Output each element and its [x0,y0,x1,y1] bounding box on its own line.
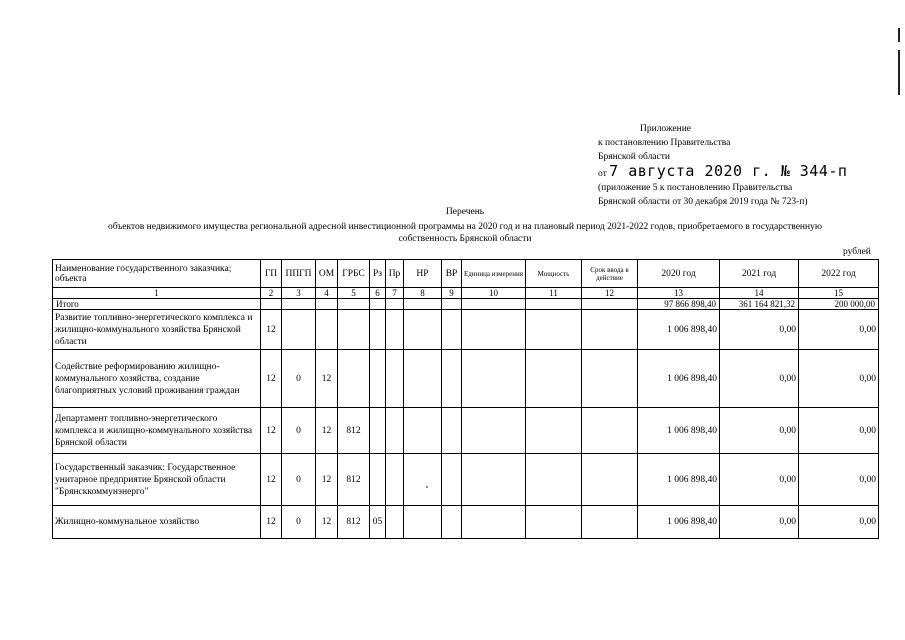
table-cell [404,454,442,506]
row-2021: 0,00 [720,408,799,454]
row-2020: 1 006 898,40 [638,454,720,506]
list-subtitle: объектов недвижимого имущества региональной адресной инвестиционной программы на 2020 год и на плановый период 2021-2022 годов, приобретаемого в государственную [108,222,822,232]
table-row [53,350,879,408]
total-label: Итого [53,299,261,310]
table-cell [526,506,582,539]
appendix-line: к постановлению Правительства [598,138,731,148]
column-header: ВР [442,260,462,288]
table-cell [462,454,526,506]
column-number: 13 [638,288,720,299]
total-row [53,299,879,310]
row-pr [386,310,404,350]
table-row [53,454,879,506]
total-2022: 200 000,00 [799,299,879,310]
column-header: Рз [370,260,386,288]
row-2022: 0,00 [799,506,879,539]
row-grbs: 812 [338,408,370,454]
table-cell [404,408,442,454]
row-gp: 12 [261,350,282,408]
table-cell [582,350,638,408]
table-cell [404,350,442,408]
row-2021: 0,00 [720,350,799,408]
table-cell [404,310,442,350]
row-ppgp [282,310,316,350]
row-rz [370,310,386,350]
row-om: 12 [316,506,338,539]
row-gp: 12 [261,310,282,350]
scan-edge-mark [898,50,900,95]
row-om: 12 [316,350,338,408]
table-cell [462,299,526,310]
table-cell [442,299,462,310]
column-number: 3 [282,288,316,299]
table-cell [442,310,462,350]
table-cell [462,506,526,539]
table-cell [404,506,442,539]
column-number: 5 [338,288,370,299]
list-heading: Перечень [445,207,485,217]
row-2022: 0,00 [799,408,879,454]
table-header-row [53,260,879,288]
table-cell [526,310,582,350]
unit-label: рублей [843,247,871,257]
column-number: 9 [442,288,462,299]
column-number: 4 [316,288,338,299]
column-header: Срок ввода в действие [582,260,638,288]
appendix-line: Брянской области [598,152,670,162]
row-om: 12 [316,454,338,506]
row-grbs [338,350,370,408]
column-number-row [53,288,879,299]
row-2020: 1 006 898,40 [638,350,720,408]
row-2020: 1 006 898,40 [638,408,720,454]
row-pr [386,454,404,506]
column-header: ГП [261,260,282,288]
row-rz [370,350,386,408]
row-ppgp: 0 [282,506,316,539]
investment-table [52,259,879,539]
table-cell [462,310,526,350]
row-2021: 0,00 [720,506,799,539]
column-number: 11 [526,288,582,299]
column-header: Пр [386,260,404,288]
row-rz: 05 [370,506,386,539]
column-header: 2021 год [720,260,799,288]
row-grbs [338,310,370,350]
column-number: 7 [386,288,404,299]
column-number: 12 [582,288,638,299]
table-cell [338,299,370,310]
table-cell [442,506,462,539]
column-number: 14 [720,288,799,299]
column-header: 2020 год [638,260,720,288]
table-cell [370,299,386,310]
row-2021: 0,00 [720,454,799,506]
table-cell [526,299,582,310]
row-gp: 12 [261,506,282,539]
row-gp: 12 [261,408,282,454]
column-number: 2 [261,288,282,299]
table-row [53,408,879,454]
row-name: Департамент топливно-энергетического комплекса и жилищно-коммунального хозяйства Брянской области [53,408,261,454]
table-cell [462,408,526,454]
appendix-note: Брянской области от 30 декабря 2019 года № 723-п) [598,197,808,207]
scan-edge-mark [898,28,900,42]
row-2022: 0,00 [799,310,879,350]
total-2021: 361 164 821,32 [720,299,799,310]
row-name: Развитие топливно-энергетического комплекса и жилищно-коммунального хозяйства Брянской области [53,310,261,350]
table-cell [582,454,638,506]
row-2022: 0,00 [799,350,879,408]
table-cell [386,299,404,310]
column-number: 6 [370,288,386,299]
column-number: 10 [462,288,526,299]
row-2021: 0,00 [720,310,799,350]
decree-number: 7 августа 2020 г. № 344-п [609,162,848,180]
table-cell [582,299,638,310]
row-ppgp: 0 [282,408,316,454]
row-gp: 12 [261,454,282,506]
row-ppgp: 0 [282,454,316,506]
appendix-header [598,122,898,209]
table-row [53,310,879,350]
row-name: Государственный заказчик: Государственное унитарное предприятие Брянской области "Брянсккоммунэнерго" [53,454,261,506]
list-subtitle-continued: собственность Брянской области [398,234,532,244]
row-pr [386,408,404,454]
row-ppgp: 0 [282,350,316,408]
decree-prefix: от [598,169,607,179]
table-cell [442,350,462,408]
table-cell [442,454,462,506]
column-number: 8 [404,288,442,299]
table-cell [582,310,638,350]
column-header: Мощность [526,260,582,288]
row-grbs: 812 [338,506,370,539]
column-header: ОМ [316,260,338,288]
row-om [316,310,338,350]
table-cell [316,299,338,310]
table-row [53,506,879,539]
column-header: Наименование государственного заказчика; объекта [53,260,261,288]
table-cell [582,408,638,454]
column-header: 2022 год [799,260,879,288]
column-header: НР [404,260,442,288]
column-number: 1 [53,288,261,299]
table-cell [261,299,282,310]
table-cell [526,408,582,454]
table-cell [442,408,462,454]
row-rz [370,408,386,454]
row-pr [386,506,404,539]
decree-reference [598,164,898,181]
column-header: ППГП [282,260,316,288]
column-header: ГРБС [338,260,370,288]
appendix-note: (приложение 5 к постановлению Правительства [598,183,793,193]
row-2020: 1 006 898,40 [638,506,720,539]
table-cell [526,454,582,506]
row-rz [370,454,386,506]
appendix-title: Приложение [640,124,691,134]
table-cell [282,299,316,310]
table-cell [582,506,638,539]
row-om: 12 [316,408,338,454]
table-cell [526,350,582,408]
table-cell [404,299,442,310]
row-2022: 0,00 [799,454,879,506]
row-2020: 1 006 898,40 [638,310,720,350]
row-name: Жилищно-коммунальное хозяйство [53,506,261,539]
row-name: Содействие реформированию жилищно-коммунального хозяйства, создание благоприятных условий проживания граждан [53,350,261,408]
row-pr [386,350,404,408]
scan-speck [426,486,428,488]
total-2020: 97 866 898,40 [638,299,720,310]
row-grbs: 812 [338,454,370,506]
column-number: 15 [799,288,879,299]
table-cell [462,350,526,408]
column-header: Единица измерения [462,260,526,288]
